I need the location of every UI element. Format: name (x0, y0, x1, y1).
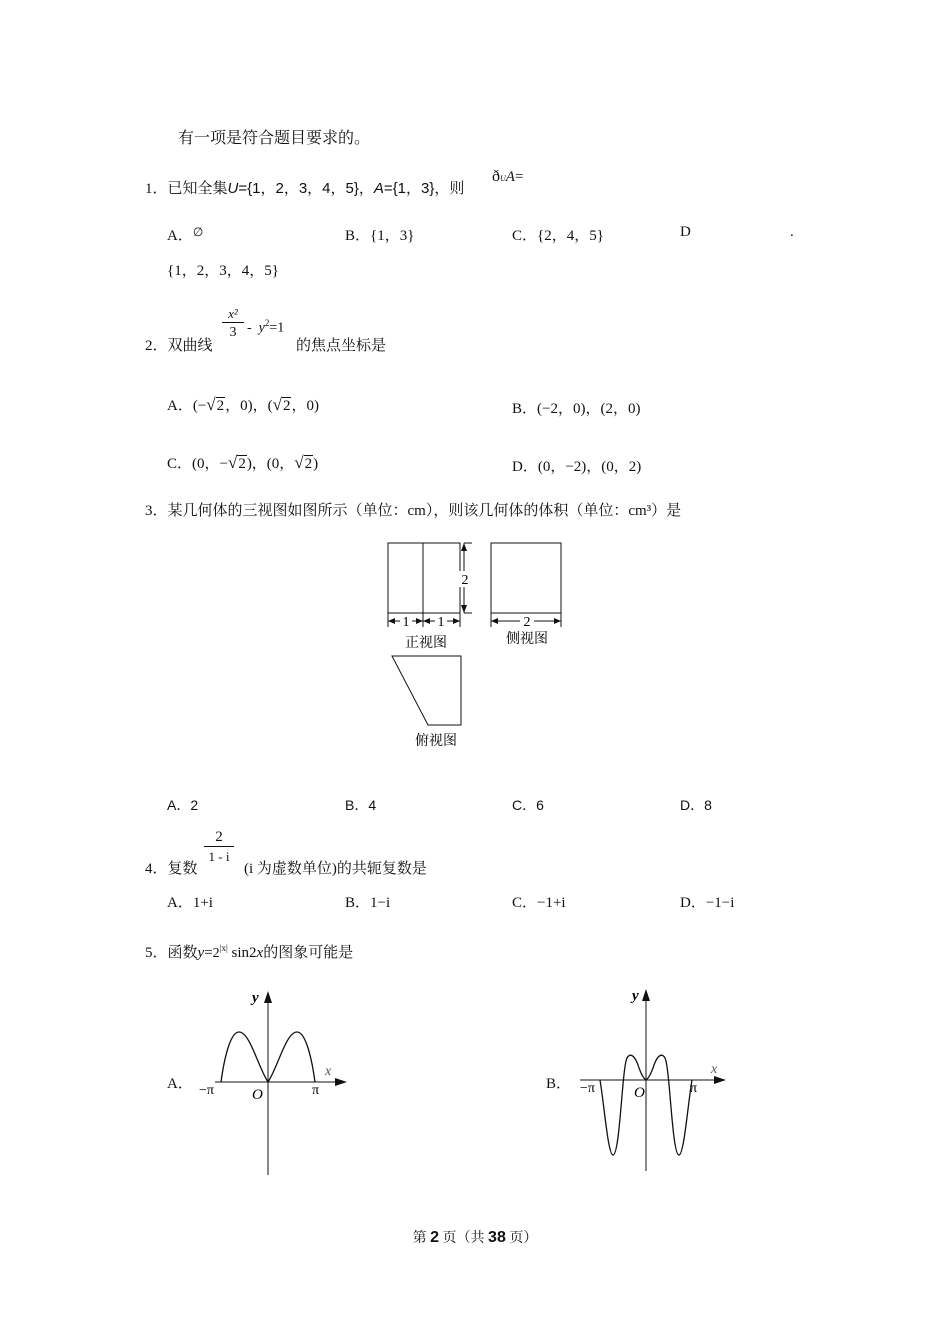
q1-option-d-dot: . (790, 224, 794, 240)
dim-label-1a: 1 (402, 615, 410, 630)
front-view-label: 正视图 (405, 636, 447, 651)
q3-option-c: C．6 (512, 797, 544, 813)
x-axis-label: x (325, 1064, 332, 1079)
q1-option-d-value: {1，2，3，4，5} (167, 263, 279, 279)
q3-option-a: A．2 (167, 797, 199, 813)
q5-option-b-label: B． (546, 1076, 572, 1092)
neg-pi-label: −π (580, 1081, 595, 1096)
q4-stem-pre: 4．复数 (145, 861, 198, 877)
dim-label-1b: 1 (437, 615, 445, 630)
q2-stem-pre: 2．双曲线 (145, 338, 213, 354)
q4-fraction: $\frac{2}{1 - i}$ (204, 829, 234, 865)
total-pages: 38 (488, 1229, 506, 1246)
sqrt-2: √2 (227, 453, 246, 472)
q2-option-d: D．(0，−2)，(0，2) (512, 459, 642, 475)
pos-pi-label: π (312, 1083, 320, 1098)
pos-pi-label: π (690, 1081, 698, 1096)
origin-label: O (252, 1087, 263, 1103)
q4-option-d: D．−1−i (680, 895, 735, 911)
q5-option-a-label: A． (167, 1076, 193, 1092)
q2-equation-rest: - $y^2=1$ (247, 318, 285, 336)
q5-stem: 5．函数$y=2^{|x|}$ sin2x的图象可能是 (145, 943, 354, 961)
q1-number: 1． (145, 181, 168, 197)
q5-graph-a (195, 985, 355, 1180)
q1-option-c: C．{2，4，5} (512, 228, 604, 244)
empty-set-icon: ∅ (192, 225, 204, 239)
side-view-label: 侧视图 (506, 632, 548, 647)
q3-option-d: D．8 (680, 797, 712, 813)
current-page: 2 (430, 1229, 440, 1246)
q3-option-b: B．4 (345, 797, 377, 813)
origin-label: O (634, 1085, 645, 1101)
y-axis-label: y (632, 988, 639, 1004)
sqrt-2: √2 (294, 453, 313, 472)
q2-stem-post: 的焦点坐标是 (296, 338, 387, 354)
q4-option-a: A．1+i (167, 895, 213, 911)
y-axis-label: y (252, 990, 259, 1006)
q1-option-a: A．∅ (167, 225, 204, 244)
q4-option-c: C．−1+i (512, 895, 566, 911)
top-view-outline (392, 656, 461, 725)
three-view-diagram (380, 535, 570, 755)
q2-option-c: C．(0，−√2)，(0，√2) (167, 453, 319, 472)
q1-option-b: B．{1，3} (345, 228, 415, 244)
q2-option-a: A．(−√2，0)，(√2，0) (167, 395, 319, 414)
sqrt-2: √2 (272, 395, 291, 414)
q4-stem-post: (i 为虚数单位)的共轭复数是 (244, 861, 427, 877)
q2-fraction: $\frac{\text{x²}}{3}$ (222, 306, 244, 341)
side-view-outline (491, 543, 561, 613)
dim-label-2-width: 2 (523, 615, 531, 630)
sqrt-2: √2 (206, 395, 225, 414)
x-axis-label: x (711, 1062, 718, 1077)
neg-pi-label: −π (199, 1083, 214, 1098)
q1-stem: 1．已知全集U={1，2，3，4，5}，A={1，3}，则 (145, 180, 465, 197)
q1-option-d: D (680, 224, 691, 240)
q3-stem: 3．某几何体的三视图如图所示（单位：cm），则该几何体的体积（单位：cm³）是 (145, 503, 682, 519)
page-footer: 第 2 页（共 38 页） (412, 1229, 538, 1246)
q1-complement: ðUA= (492, 168, 524, 185)
dim-label-2-height: 2 (461, 573, 469, 588)
front-view-outline (388, 543, 460, 613)
section-intro: 有一项是符合题目要求的。 (178, 130, 371, 147)
top-view-label: 俯视图 (415, 734, 457, 749)
q5-graph-b (570, 983, 740, 1178)
q2-option-b: B．(−2，0)，(2，0) (512, 401, 641, 417)
q4-option-b: B．1−i (345, 895, 391, 911)
